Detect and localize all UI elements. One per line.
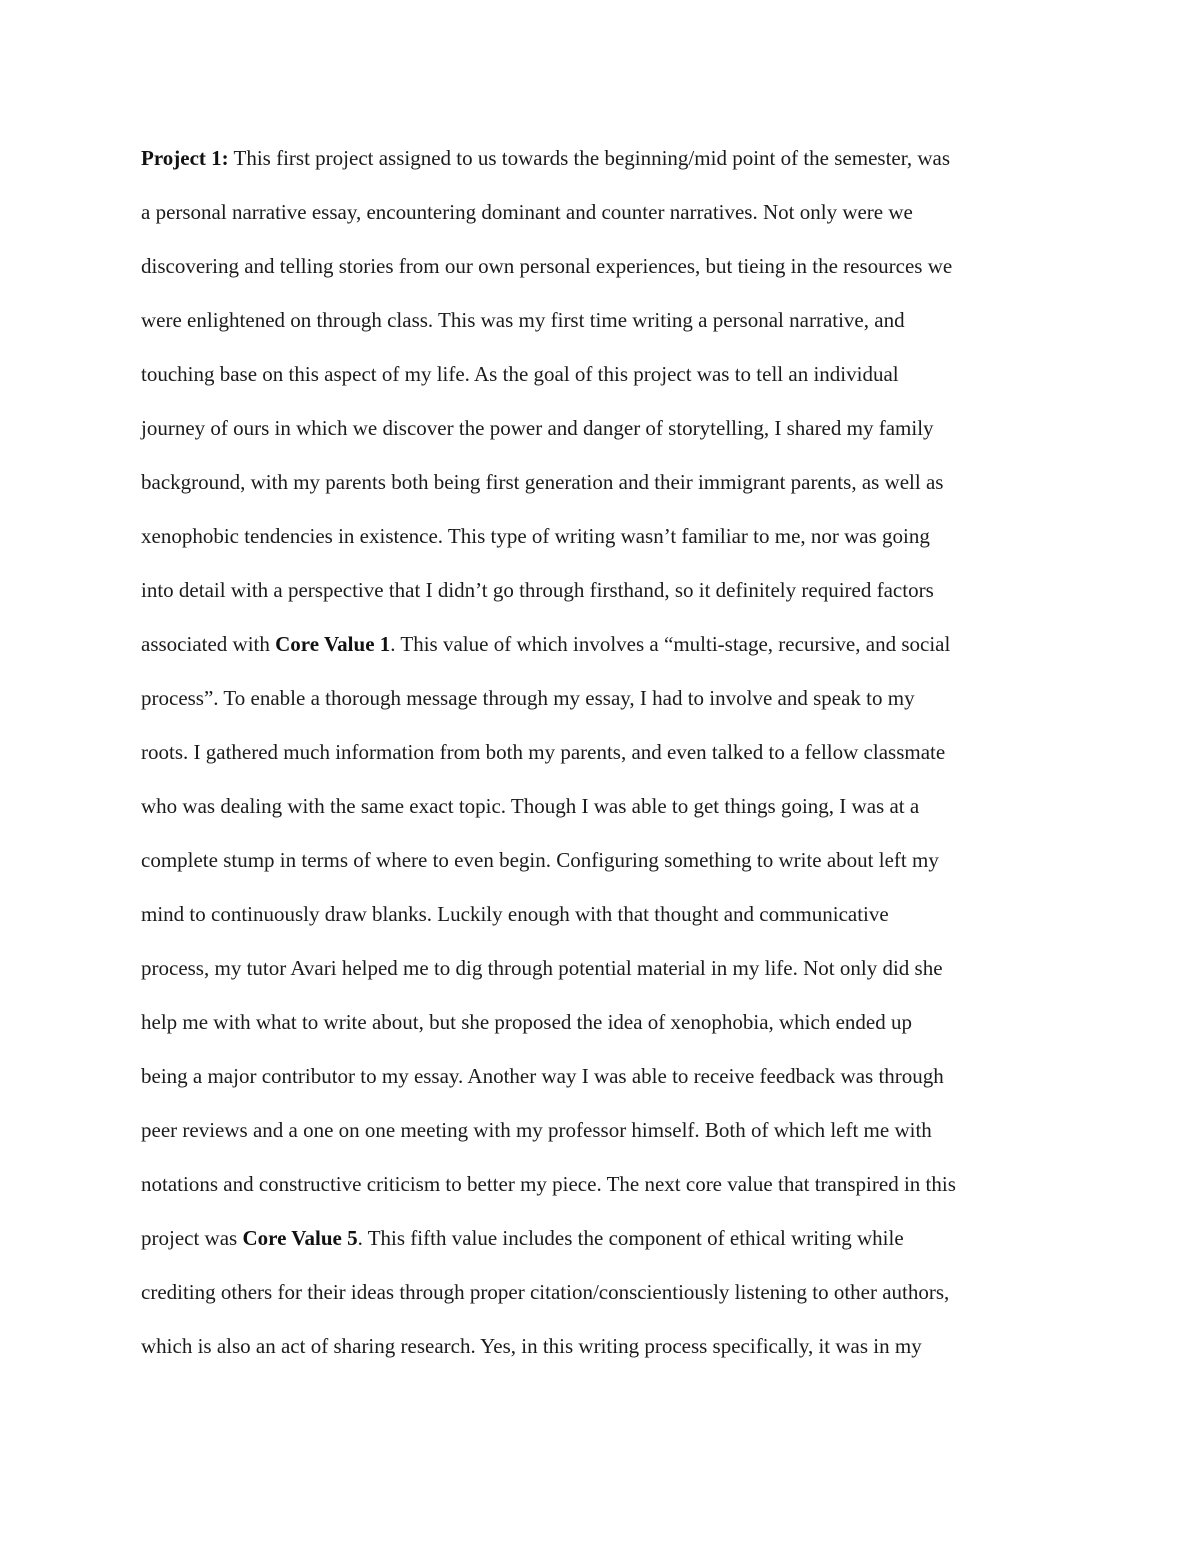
text-line — [141, 1110, 956, 1164]
text-run: . This value of which involves a “multi-stage, recursive, and social — [390, 632, 951, 656]
text-line — [141, 570, 956, 624]
text-run: . This fifth value includes the component of ethical writing while — [357, 1226, 904, 1250]
text-line — [141, 516, 956, 570]
text-run: process”. To enable a thorough message through my essay, I had to involve and speak to my — [141, 686, 915, 710]
text-run: journey of ours in which we discover the power and danger of storytelling, I shared my family — [141, 416, 934, 440]
text-run: This first project assigned to us towards the beginning/mid point of the semester, was — [228, 146, 951, 170]
text-line — [141, 462, 956, 516]
text-line — [141, 300, 956, 354]
text-run: being a major contributor to my essay. Another way I was able to receive feedback was through — [141, 1064, 944, 1088]
text-line — [141, 840, 956, 894]
text-line — [141, 1218, 956, 1272]
text-run: mind to continuously draw blanks. Luckily enough with that thought and communicative — [141, 902, 889, 926]
text-run: associated with — [141, 632, 276, 656]
text-run: notations and constructive criticism to better my piece. The next core value that transpired in this — [141, 1172, 956, 1196]
text-line — [141, 1326, 956, 1380]
text-run: help me with what to write about, but she proposed the idea of xenophobia, which ended up — [141, 1010, 912, 1034]
text-run: peer reviews and a one on one meeting with my professor himself. Both of which left me with — [141, 1118, 932, 1142]
text-run: which is also an act of sharing research. Yes, in this writing process specifically, it was in my — [141, 1334, 922, 1358]
text-run: crediting others for their ideas through proper citation/conscientiously listening to other authors, — [141, 1280, 950, 1304]
body-paragraph — [141, 138, 956, 1380]
text-run: into detail with a perspective that I didn’t go through firsthand, so it definitely required factors — [141, 578, 934, 602]
text-line — [141, 786, 956, 840]
text-line — [141, 1056, 956, 1110]
text-line — [141, 678, 956, 732]
text-line — [141, 192, 956, 246]
bold-heading-text: Core Value 5 — [242, 1226, 358, 1250]
text-line — [141, 138, 956, 192]
bold-heading-text: Core Value 1 — [275, 632, 391, 656]
text-line — [141, 624, 956, 678]
text-run: roots. I gathered much information from both my parents, and even talked to a fellow classmate — [141, 740, 946, 764]
bold-heading-text: Project 1: — [141, 146, 229, 170]
text-run: who was dealing with the same exact topic. Though I was able to get things going, I was at a — [141, 794, 920, 818]
text-run: touching base on this aspect of my life. As the goal of this project was to tell an individual — [141, 362, 899, 386]
text-line — [141, 894, 956, 948]
text-run: were enlightened on through class. This was my first time writing a personal narrative, and — [141, 308, 905, 332]
text-line — [141, 408, 956, 462]
text-line — [141, 354, 956, 408]
text-line — [141, 246, 956, 300]
text-line — [141, 1272, 956, 1326]
text-run: process, my tutor Avari helped me to dig through potential material in my life. Not only did she — [141, 956, 943, 980]
text-run: complete stump in terms of where to even begin. Configuring something to write about left my — [141, 848, 939, 872]
text-run: a personal narrative essay, encountering dominant and counter narratives. Not only were we — [141, 200, 913, 224]
text-line — [141, 948, 956, 1002]
text-line — [141, 732, 956, 786]
text-run: xenophobic tendencies in existence. This type of writing wasn’t familiar to me, nor was going — [141, 524, 930, 548]
text-run: project was — [141, 1226, 243, 1250]
text-run: discovering and telling stories from our own personal experiences, but tieing in the resources we — [141, 254, 953, 278]
text-line — [141, 1164, 956, 1218]
text-run: background, with my parents both being first generation and their immigrant parents, as well as — [141, 470, 944, 494]
text-line — [141, 1002, 956, 1056]
